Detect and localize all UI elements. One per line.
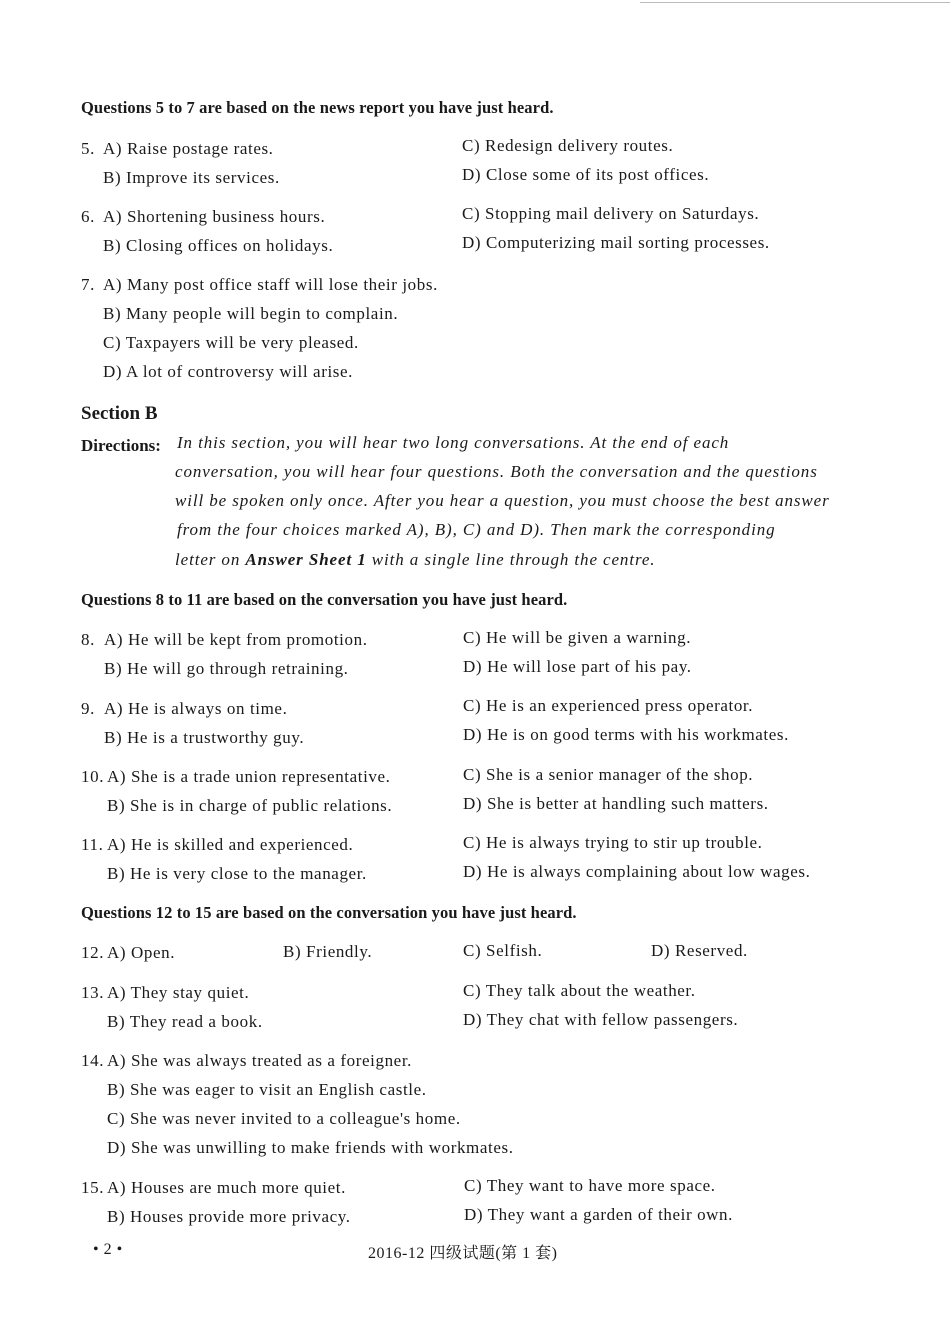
directions-line-5-pre: letter on [175,550,246,569]
directions-line-1: In this section, you will hear two long conversations. At the end of each [177,433,730,452]
q8-option-d: D) He will lose part of his pay. [463,657,692,676]
q11-number: 11. [81,835,104,854]
directions-line-4: from the four choices marked A), B), C) and D). Then mark the corresponding [177,520,776,539]
q15-option-b: B) Houses provide more privacy. [107,1207,351,1226]
q15-number: 15. [81,1178,105,1197]
q6-option-d: D) Computerizing mail sorting processes. [462,233,770,252]
directions-line-5-post: with a single line through the centre. [366,550,656,569]
q8-option-b: B) He will go through retraining. [104,659,349,678]
q5-option-c: C) Redesign delivery routes. [462,136,674,155]
q7-option-c: C) Taxpayers will be very pleased. [103,333,359,352]
q15-option-c: C) They want to have more space. [464,1176,716,1195]
q6-number: 6. [81,207,95,226]
q9-option-b: B) He is a trustworthy guy. [104,728,305,747]
footer-title: 2016-12 四级试题(第 1 套) [368,1245,558,1262]
q10-option-d: D) She is better at handling such matters. [463,794,769,813]
q6-option-b: B) Closing offices on holidays. [103,236,334,255]
q14-option-a: A) She was always treated as a foreigner. [107,1051,412,1070]
q14-option-c: C) She was never invited to a colleague's home. [107,1109,461,1128]
q12-option-d: D) Reserved. [651,941,748,960]
q13-option-a: A) They stay quiet. [107,983,250,1002]
q10-option-b: B) She is in charge of public relations. [107,796,393,815]
q7-number: 7. [81,275,95,294]
q10-number: 10. [81,767,105,786]
q15-option-a: A) Houses are much more quiet. [107,1178,346,1197]
q9-option-c: C) He is an experienced press operator. [463,696,754,715]
q11-option-a: A) He is skilled and experienced. [107,835,354,854]
q8-number: 8. [81,630,95,649]
q12-number: 12. [81,943,105,962]
answer-sheet-ref: Answer Sheet 1 [245,550,367,569]
q12-option-c: C) Selfish. [463,941,543,960]
q12-option-a: A) Open. [107,943,176,962]
q7-option-a: A) Many post office staff will lose their jobs. [103,275,438,294]
q8-option-a: A) He will be kept from promotion. [104,630,368,649]
section-b-title: Section B [81,403,158,424]
q12-option-b: B) Friendly. [283,942,373,961]
q14-number: 14. [81,1051,105,1070]
heading-q5-7: Questions 5 to 7 are based on the news report you have just heard. [81,98,554,117]
q5-option-a: A) Raise postage rates. [103,139,274,158]
q13-number: 13. [81,983,105,1002]
q6-option-c: C) Stopping mail delivery on Saturdays. [462,204,760,223]
q13-option-b: B) They read a book. [107,1012,263,1031]
directions-label: Directions: [81,436,161,455]
q13-option-d: D) They chat with fellow passengers. [463,1010,739,1029]
q5-option-b: B) Improve its services. [103,168,280,187]
q13-option-c: C) They talk about the weather. [463,981,696,1000]
q8-option-c: C) He will be given a warning. [463,628,692,647]
q9-number: 9. [81,699,95,718]
q6-option-a: A) Shortening business hours. [103,207,326,226]
directions-line-3: will be spoken only once. After you hear a question, you must choose the best answer [175,491,830,510]
q11-option-c: C) He is always trying to stir up trouble. [463,833,763,852]
q9-option-d: D) He is on good terms with his workmates. [463,725,789,744]
q5-option-d: D) Close some of its post offices. [462,165,710,184]
directions-line-2: conversation, you will hear four questions. Both the conversation and the questions [175,462,818,481]
q10-option-c: C) She is a senior manager of the shop. [463,765,754,784]
directions-line-5 [175,550,655,570]
q11-option-d: D) He is always complaining about low wages. [463,862,811,881]
q7-option-b: B) Many people will begin to complain. [103,304,399,323]
q14-option-b: B) She was eager to visit an English castle. [107,1080,427,1099]
q11-option-b: B) He is very close to the manager. [107,864,367,883]
heading-q12-15: Questions 12 to 15 are based on the conversation you have just heard. [81,903,577,922]
top-rule [640,2,950,3]
q7-option-d: D) A lot of controversy will arise. [103,362,353,381]
heading-q8-11: Questions 8 to 11 are based on the conversation you have just heard. [81,590,568,609]
page-number: • 2 • [93,1241,123,1258]
q5-number: 5. [81,139,95,158]
q9-option-a: A) He is always on time. [104,699,288,718]
q14-option-d: D) She was unwilling to make friends with workmates. [107,1138,514,1157]
q10-option-a: A) She is a trade union representative. [107,767,391,786]
q15-option-d: D) They want a garden of their own. [464,1205,733,1224]
